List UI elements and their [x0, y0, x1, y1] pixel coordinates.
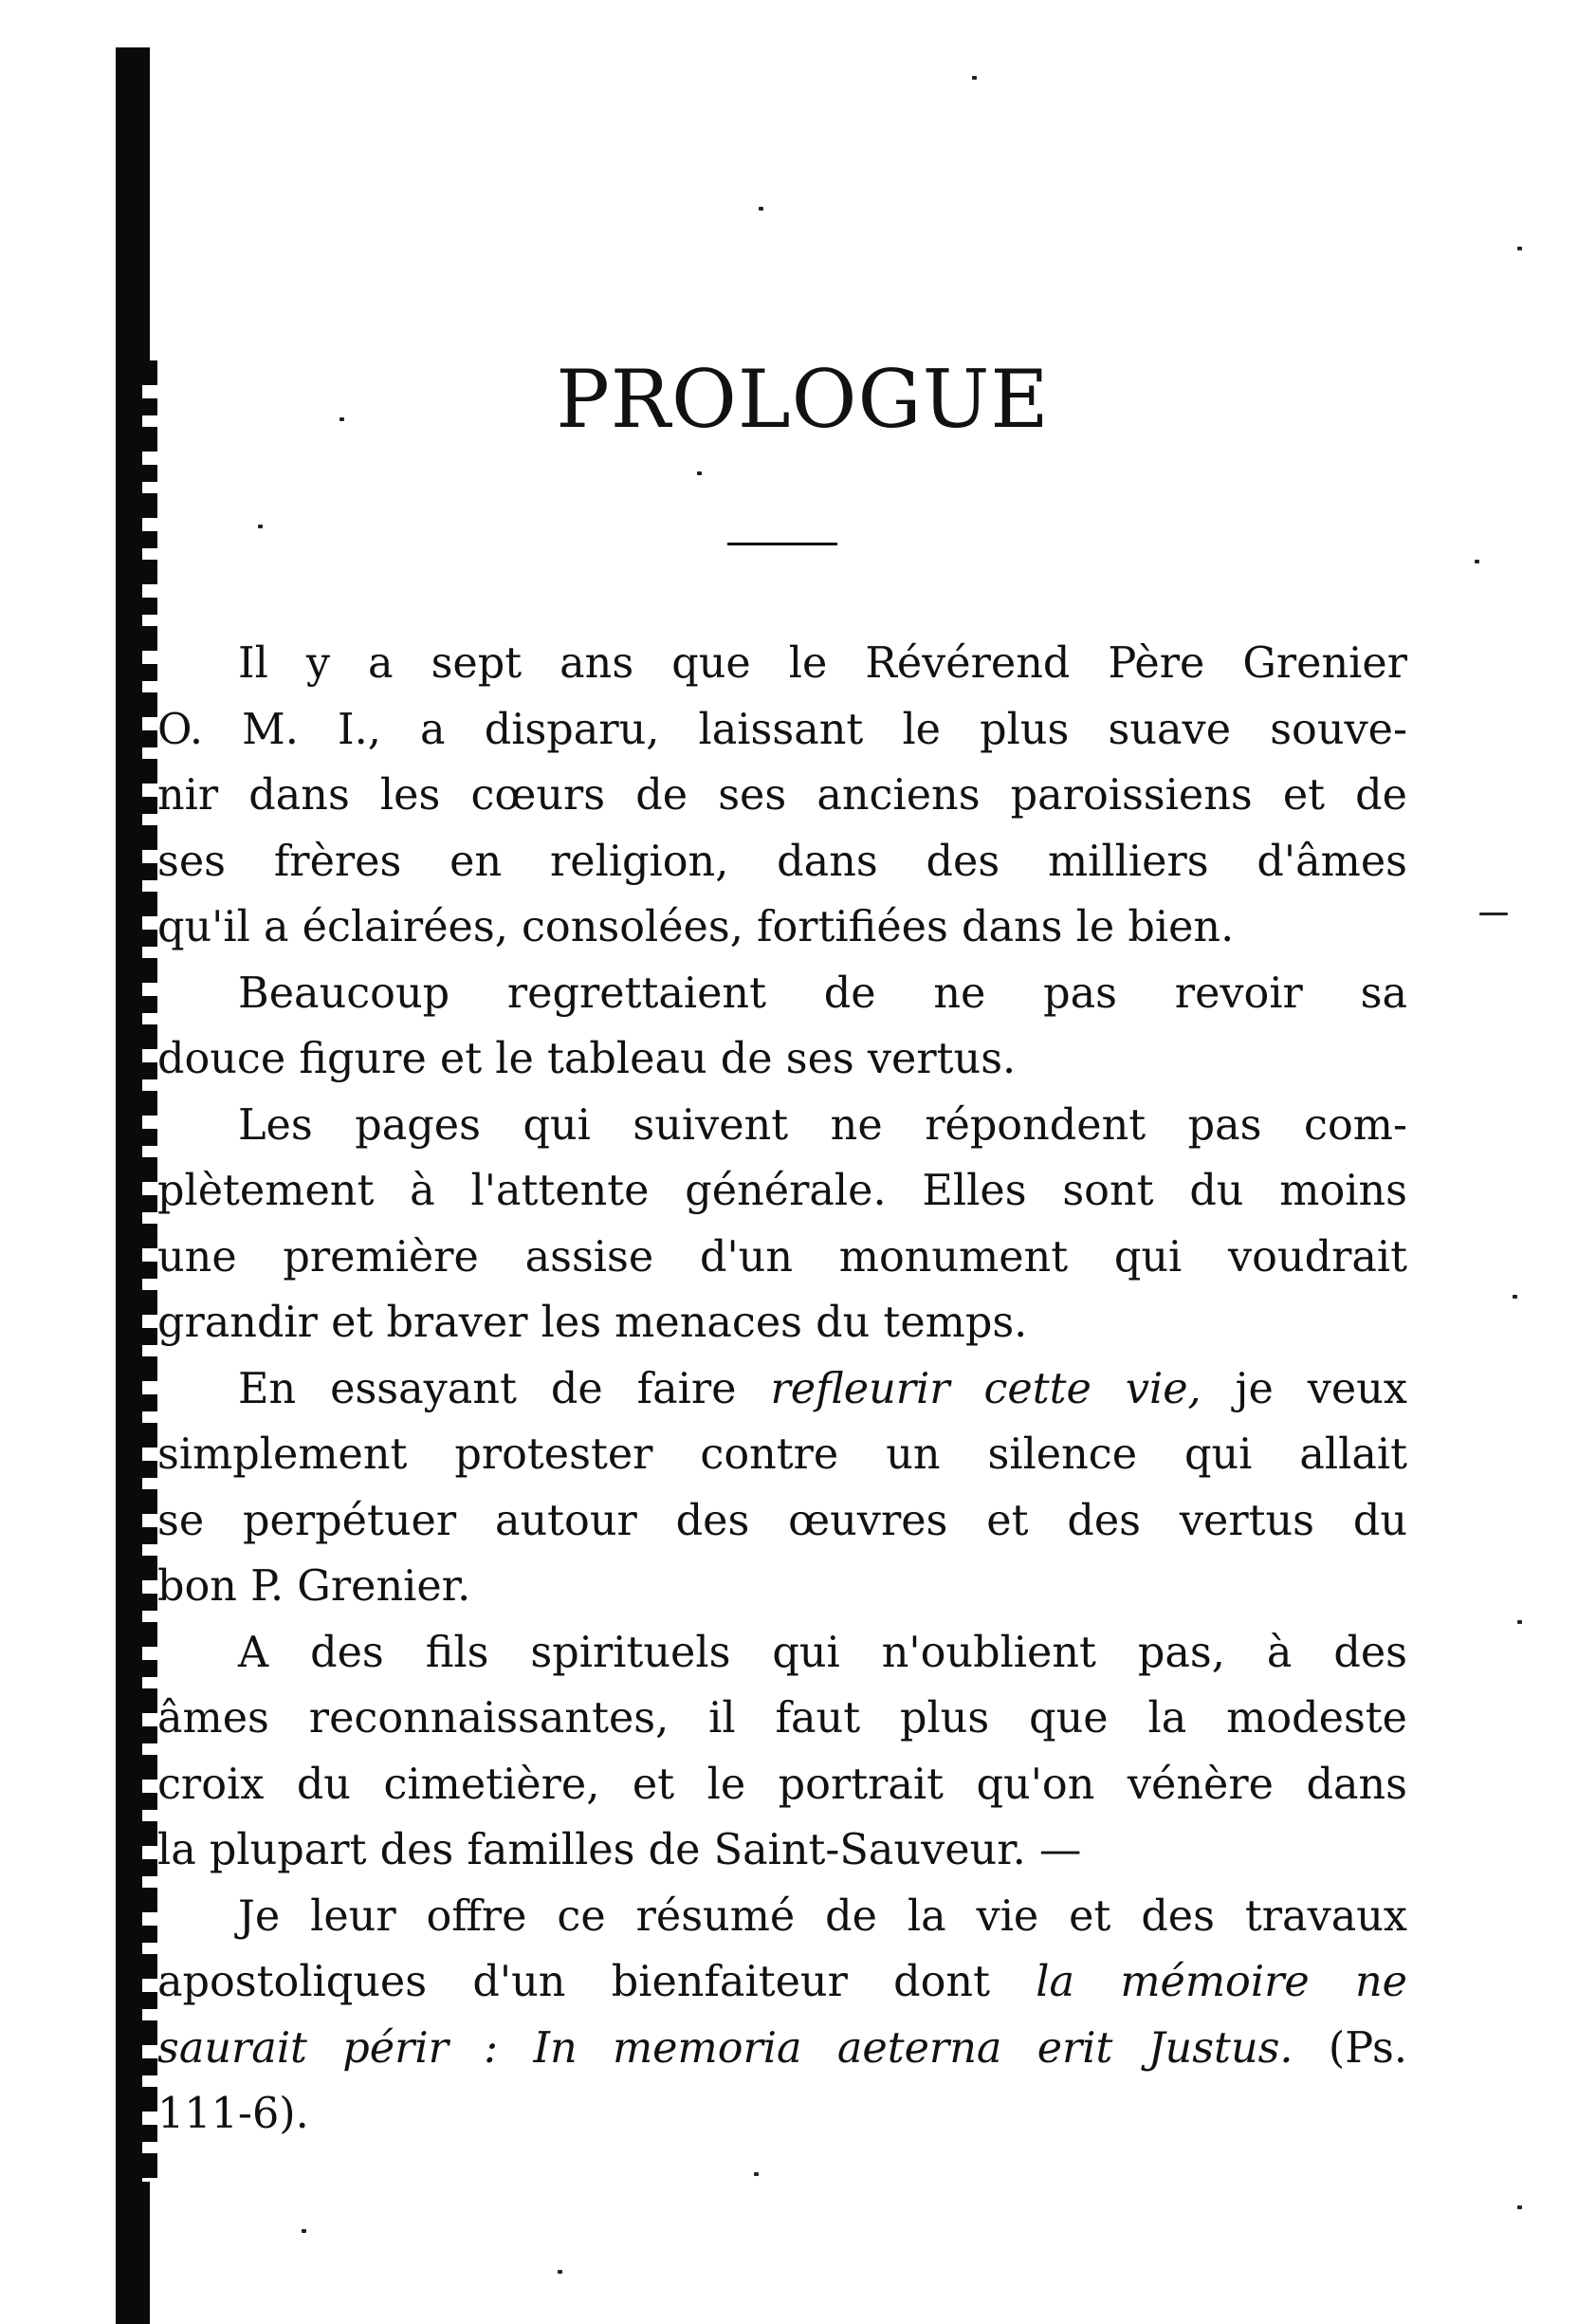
text-line: Les pages qui suivent ne répondent pas com-: [238, 1100, 1407, 1150]
text-line-mixed: [157, 1949, 1407, 2016]
scan-speck: [258, 525, 263, 528]
scan-speck: [1517, 247, 1522, 250]
scan-speck: [558, 2270, 562, 2274]
italic-run: la mémoire ne: [1036, 1958, 1407, 2006]
text-line: Beaucoup regrettaient de ne pas revoir sa: [238, 968, 1407, 1018]
title-divider: [727, 543, 837, 545]
text-run: apostoliques d'un bienfaiteur dont: [157, 1958, 1036, 2006]
text-line: bon P. Grenier.: [157, 1562, 471, 1611]
text-line-mixed: [157, 2016, 1407, 2082]
scan-speck: [759, 207, 763, 211]
italic-run: refleurir cette vie,: [770, 1364, 1202, 1413]
text-line: simplement protester contre un silence qui allait: [157, 1430, 1407, 1479]
scan-speck: [1475, 560, 1479, 563]
page-title: PROLOGUE: [556, 353, 1050, 446]
scan-speck: [339, 417, 344, 421]
text-run: je veux: [1201, 1364, 1408, 1413]
italic-run: saurait périr : In memoria aeterna erit Justus.: [157, 2023, 1293, 2073]
scan-speck: [697, 471, 702, 475]
binding-edge: [142, 360, 157, 2182]
scan-speck: [302, 2229, 306, 2233]
text-line: A des fils spirituels qui n'oublient pas, à des: [238, 1628, 1407, 1677]
text-line: grandir et braver les menaces du temps.: [157, 1299, 1028, 1347]
prologue-body: [157, 631, 1407, 2148]
text-run: (Ps.: [1293, 2023, 1407, 2073]
text-line: qu'il a éclairées, consolées, fortifiées dans le bien.: [157, 903, 1235, 951]
scan-speck: [1517, 2205, 1522, 2209]
text-line: plètement à l'attente générale. Elles sont du moins: [157, 1167, 1407, 1215]
scan-speck: [754, 2172, 759, 2176]
text-line: croix du cimetière, et le portrait qu'on vénère dans: [157, 1760, 1407, 1809]
text-line: âmes reconnaissantes, il faut plus que la modeste: [157, 1694, 1407, 1743]
text-line: une première assise d'un monument qui voudrait: [157, 1232, 1407, 1282]
text-line-mixed: [157, 1356, 1407, 1423]
text-line: douce figure et le tableau de ses vertus.: [157, 1035, 1017, 1083]
text-line: 111-6).: [157, 2090, 309, 2138]
text-line: Je leur offre ce résumé de la vie et des travaux: [238, 1891, 1407, 1941]
text-line: nir dans les cœurs de ses anciens paroissiens et de: [157, 771, 1407, 820]
text-line: se perpétuer autour des œuvres et des vertus du: [157, 1496, 1407, 1545]
scan-speck: [1513, 1295, 1517, 1299]
scan-speck: [1517, 1620, 1522, 1624]
scan-speck: [972, 76, 977, 80]
text-line: ses frères en religion, dans des milliers d'âmes: [157, 837, 1407, 886]
text-line: la plupart des familles de Saint-Sauveur. —: [157, 1826, 1082, 1874]
text-line: Il y a sept ans que le Révérend Père Grenier: [238, 639, 1407, 688]
text-line: O. M. I., a disparu, laissant le plus suave souve-: [157, 705, 1407, 754]
text-run: En essayant de faire: [238, 1364, 771, 1413]
scan-speck: [1479, 913, 1508, 915]
